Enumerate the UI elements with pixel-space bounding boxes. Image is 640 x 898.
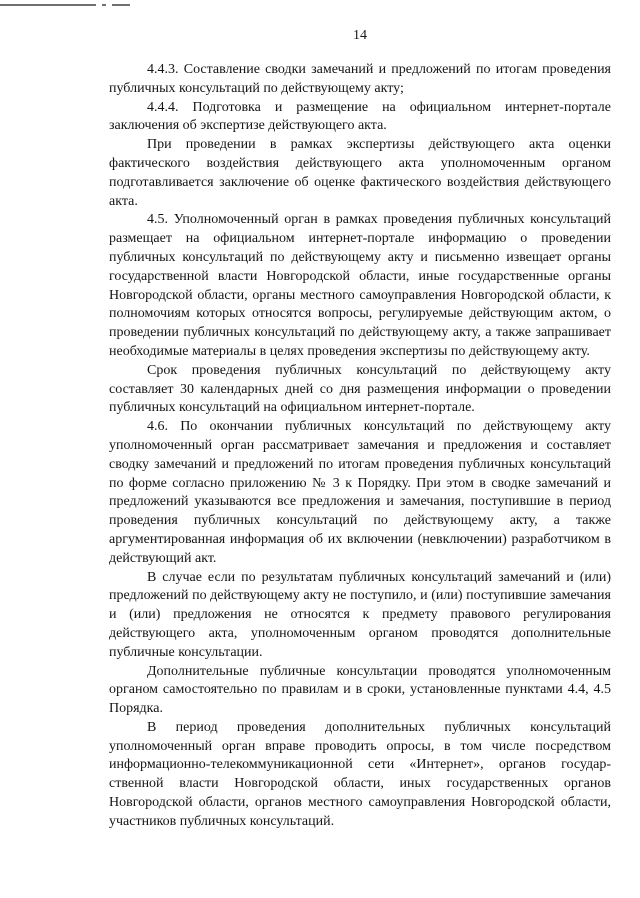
paragraph-no-remarks-case: В случае если по результатам публичных консультаций замечаний и (или) предложений по действующему акту не поступило, и (или) поступившие замечания и (или) предложения не относятся к предмету правового регулирования действующего акта, уполномоченным органом проводятся дополнительные публичные консультации. <box>109 569 611 660</box>
paragraph-4-4-4: 4.4.4. Подготовка и размещение на официальном интернет-портале заключения об экспертизе действующего акта. <box>109 99 611 134</box>
paragraph-4-4-3: 4.4.3. Составление сводки замечаний и предложений по итогам проведения публичных консультаций по действующему акту; <box>109 62 611 96</box>
paragraph-impact-assessment: При проведении в рамках экспертизы действующего акта оценки фактического воздействия действующего акта уполномоченным органом подготавливается заключение об оценке фактического воздействия действующего акта. <box>109 137 611 209</box>
paragraph-surveys: В период проведения дополнительных публичных консультаций уполномоченный орган вправе проводить опросы, в том числе посредством информационно-телекоммуникационной сети «Интернет», органов государственной власти Новгородской области, иных государственных органов Новгородской области, органов местного самоуправления Новгородской области, участников публичных консультаций. <box>109 719 611 829</box>
page-number: 14 <box>353 28 367 43</box>
document-body <box>109 61 611 832</box>
scan-artifact-line <box>0 4 135 6</box>
paragraph-4-5: 4.5. Уполномоченный орган в рамках проведения публичных консультаций размещает на официальном интернет-портале информацию о проведении публичных консультаций по действующему акту и письменно извещает органы государственной власти Новгородской области, иные государственные органы Новгородской области, органы местного самоуправления Новгородской области, к полномочиям которых относятся вопросы, регулируемые действующим актом, о проведении публичных консультаций по действующему акту, а также запрашивает необходимые материалы в целях проведения экспертизы по действующему акту. <box>109 212 611 359</box>
paragraph-additional-consultations: Дополнительные публичные консультации проводятся уполномоченным органом самостоятельно по правилам и в сроки, установленные пунктами 4.4, 4.5 Порядка. <box>109 663 611 717</box>
paragraph-4-6: 4.6. По окончании публичных консультаций по действующему акту уполномоченный орган рассматривает замечания и предложения и составляет сводку замечаний и предложений по итогам проведения публичных консультаций по форме согласно приложению № 3 к Порядку. При этом в сводке замечаний и предложений указываются все предложения и замечания, поступившие в период проведения публичных консультаций по действующему акту, а также аргументированная информация об их включении (невключении) разработчиком в действующий акт. <box>109 419 611 566</box>
paragraph-consultation-period: Срок проведения публичных консультаций по действующему акту составляет 30 календарных дней со дня размещения информации о проведении публичных консультаций на официальном интернет-портале. <box>109 362 611 416</box>
